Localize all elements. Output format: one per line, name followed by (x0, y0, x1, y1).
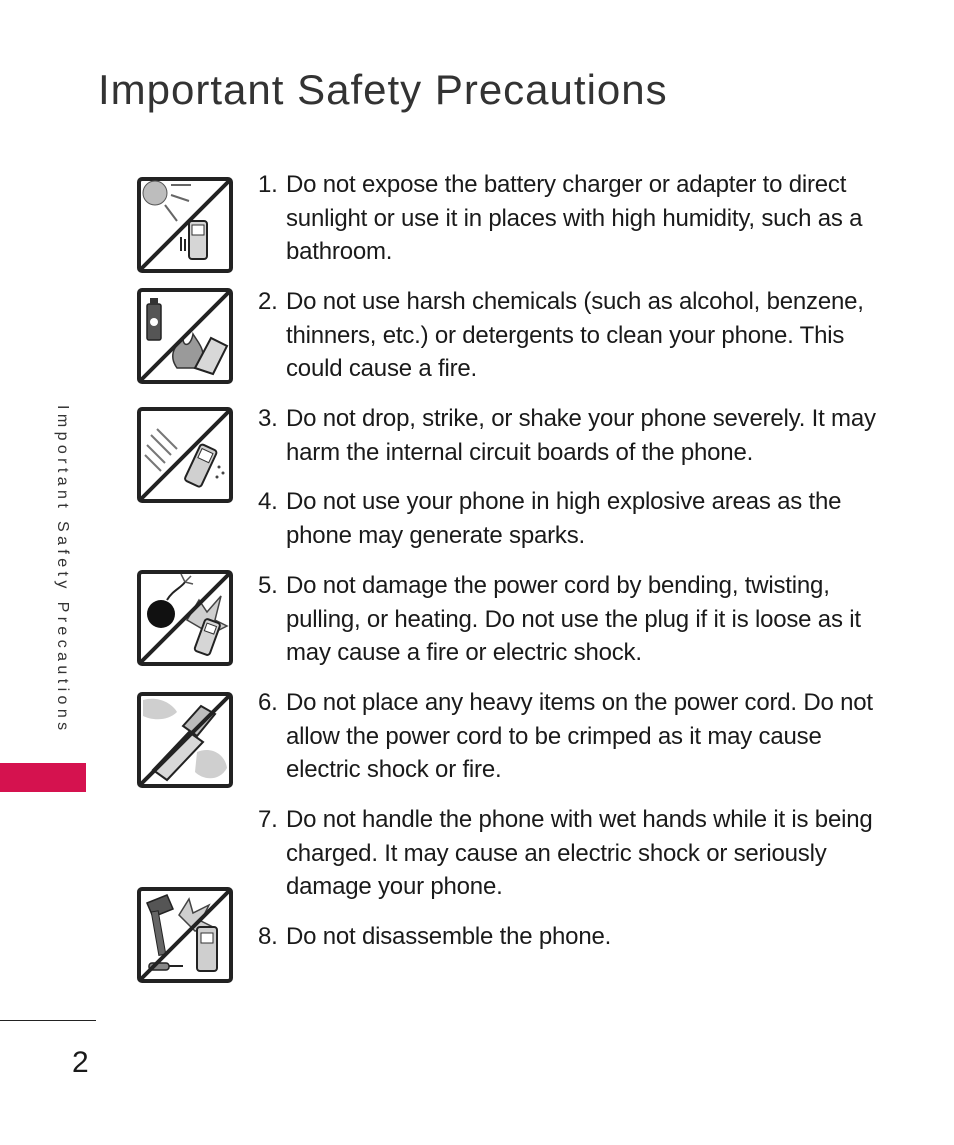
no-disassemble-hammer-icon (137, 887, 233, 983)
item-text: Do not place any heavy items on the power cord. Do not allow the power cord to be crimped as it may cause electric shock or fire. (286, 689, 873, 783)
item-text: Do not use harsh chemicals (such as alcohol, benzene, thinners, etc.) or detergents to clean your phone. This could cause a fire. (286, 288, 864, 382)
no-drop-phone-icon (137, 407, 233, 503)
no-fire-chemicals-icon (137, 288, 233, 384)
item-number: 6. (258, 689, 278, 716)
section-tab-marker (0, 763, 86, 792)
list-item (258, 803, 883, 904)
list-item (258, 285, 883, 386)
no-sunlight-phone-icon (137, 177, 233, 273)
page-number: 2 (72, 1046, 89, 1079)
item-text: Do not disassemble the phone. (286, 923, 612, 950)
list-item (258, 485, 883, 552)
list-item (258, 569, 883, 670)
list-item (258, 402, 883, 469)
side-section-label: Important Safety Precautions (54, 405, 71, 735)
no-heavy-items-icon (137, 692, 233, 788)
footer-divider (0, 1020, 96, 1021)
list-item (258, 168, 883, 269)
item-text: Do not damage the power cord by bending, twisting, pulling, or heating. Do not use the plug if it is loose as it may cause a fire or electric shock. (286, 572, 861, 666)
item-text: Do not use your phone in high explosive areas as the phone may generate sparks. (286, 488, 842, 549)
item-number: 2. (258, 288, 278, 315)
item-text: Do not expose the battery charger or adapter to direct sunlight or use it in places with high humidity, such as a bathroom. (286, 171, 863, 265)
page-title: Important Safety Precautions (98, 66, 668, 113)
item-number: 4. (258, 488, 278, 515)
item-number: 7. (258, 806, 278, 833)
item-number: 1. (258, 171, 278, 198)
item-text: Do not handle the phone with wet hands while it is being charged. It may cause an electric shock or seriously damage your phone. (286, 806, 873, 900)
item-number: 5. (258, 572, 278, 599)
item-number: 8. (258, 923, 278, 950)
list-item (258, 686, 883, 787)
item-text: Do not drop, strike, or shake your phone severely. It may harm the internal circuit boards of the phone. (286, 405, 876, 466)
list-item (258, 920, 883, 954)
item-number: 3. (258, 405, 278, 432)
no-explosive-bomb-icon (137, 570, 233, 666)
